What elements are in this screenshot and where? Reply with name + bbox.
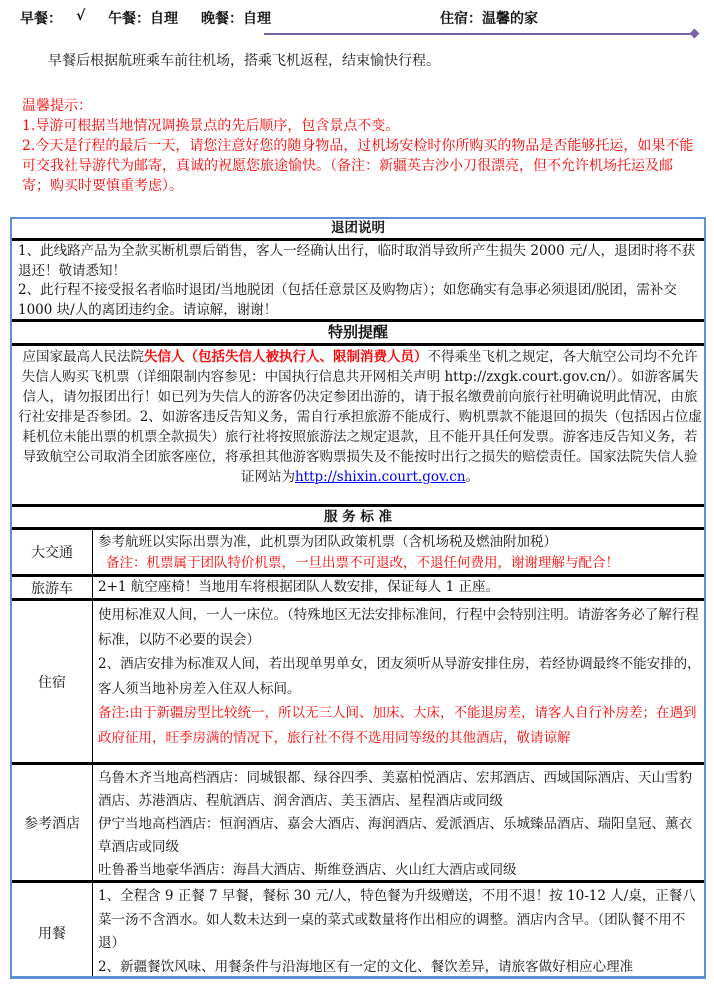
special-text: 不得乘坐飞机之规定，各大航空公司均不允许失信人购买飞机票（详细限制内容参见：中国执行信息共开网相关声明 http://zxgk.court.gov.cn/）。如游客属失信人，请勿报团出行！如已列为失信人的游客仍决定参团出游的，请于报名缴费前向旅行社明确说明此情况，由旅行社安排是否参团。2、如游客违反告知义务，需自行承担旅游不能成行、购机票款不能退回的损失（包括因占位虚耗机位未能出票的机票全款损失）旅行社将按照旅游法之规定退款，且不能开具任何发票。游客违反告知义务，若导致航空公司取消全团旅客座位，将承担其他游客购票损失及不能按时出行之损失的赔偿责任。国家法院失信人验证网站为: [18, 349, 702, 485]
row-line: 伊宁当地高档酒店：恒润酒店、嘉会大酒店、海润酒店、爱派酒店、乐城臻品酒店、瑞阳皇冠、薰衣草酒店或同级: [98, 816, 692, 855]
lunch-info: 午餐：自理: [108, 11, 178, 27]
row-line: 吐鲁番当地豪华酒店：海昌大酒店、斯维登酒店、火山红大酒店或同级: [98, 862, 517, 878]
refund-header: 退团说明: [12, 219, 704, 241]
special-end: 。: [465, 469, 480, 485]
shixin-link[interactable]: http://shixin.court.gov.cn: [294, 469, 466, 485]
row-line: 2、酒店安排为标准双人间，若出现单男单女，团友须听从导游安排住房，若经协调最终不能安排的，客人须当地补房差入住双人标间。: [98, 656, 701, 697]
row-label: 住宿: [12, 601, 93, 762]
service-row-hotel: [12, 601, 704, 765]
row-line: 乌鲁木齐当地高档酒店：同城银都、绿谷四季、美嘉柏悦酒店、宏邦酒店、西域国际酒店、天山雪豹酒店、苏港酒店、程航酒店、润舍酒店、美玉酒店、星程酒店或同级: [98, 770, 692, 809]
day-description: 早餐后根据航班乘车前往机场，搭乘飞机返程，结束愉快行程。: [48, 53, 440, 69]
row-content: [98, 767, 702, 882]
row-label: 参考酒店: [12, 765, 93, 880]
special-content: [12, 346, 704, 507]
row-content: [98, 532, 702, 574]
special-header: 特别提醒: [12, 322, 704, 346]
row-line: 使用标准双人间，一人一床位。（特殊地区无法安排标准间，行程中会特别注明。请游客务必了解行程标准，以防不必要的误会）: [98, 607, 699, 648]
special-text: 应国家最高人民法院: [22, 349, 144, 365]
row-line: 1、全程含 9 正餐 7 早餐，餐标 30 元/人，特色餐为升级赠送，不用不退！按 10-12 人/桌，正餐八菜一汤不含酒水。如人数未达到一桌的菜式或数量将作出相应的调整。酒店内含早。（团队餐不用不退）: [98, 888, 696, 951]
meal-info-bar: [20, 6, 710, 30]
row-label: 旅游车: [12, 577, 93, 598]
tips-title: 温馨提示：: [22, 98, 92, 114]
row-label: 用餐: [12, 883, 93, 979]
service-row-transport: [12, 530, 704, 577]
refund-content: [12, 241, 704, 322]
row-content: [98, 885, 702, 979]
diamond-icon: [690, 29, 700, 39]
row-content: 2+1 航空座椅！当地用车将根据团队人数安排，保证每人 1 正座。: [98, 579, 499, 595]
refund-item: 2、此行程不接受报名者临时退团/当地脱团（包括任意景区及购物店）；如您确实有急事必须退团/脱团，需补交 1000 块/人的离团违约金。请谅解，谢谢！: [18, 282, 677, 318]
row-label: 大交通: [12, 530, 93, 574]
row-note: 备注：机票属于团队特价机票，一旦出票不可退改，不退任何费用，谢谢理解与配合！: [106, 555, 619, 571]
tips-section: [22, 96, 698, 196]
row-content: [98, 603, 702, 750]
service-row-ref-hotels: [12, 765, 704, 883]
tip-item: 2.今天是行程的最后一天，请您注意好您的随身物品，过机场安检时你所购买的物品是否能够托运，如果不能可交我社导游代为邮寄，真诚的祝愿您旅途愉快。（备注：新疆英吉沙小刀很漂亮，但不允许机场托运及邮寄；购买时要慎重考虑）。: [22, 138, 694, 194]
row-line: 参考航班以实际出票为准，此机票为团队政策机票（含机场税及燃油附加税）: [98, 534, 557, 550]
divider-line: [264, 33, 694, 35]
dinner-info: 晚餐：自理: [201, 11, 271, 27]
info-table: [10, 217, 706, 979]
refund-item: 1、此线路产品为全款买断机票后销售，客人一经确认出行，临时取消导致所产生损失 2000 元/人，退团时将不获退还！敬请悉知！: [18, 243, 696, 279]
tip-item: 1.导游可根据当地情况调换景点的先后顺序，包含景点不变。: [22, 118, 400, 134]
service-row-meals: [12, 883, 704, 979]
service-row-bus: [12, 577, 704, 601]
row-note: 备注:由于新疆房型比较统一，所以无三人间、加床、大床，不能退房差，请客人自行补房差；在遇到政府征用，旺季房满的情况下，旅行社不得不选用同等级的其他酒店，敬请谅解: [98, 705, 697, 746]
hotel-info: 住宿：温馨的家: [440, 11, 538, 27]
row-line: 2、新疆餐饮风味、用餐条件与沿海地区有一定的文化、餐饮差异，请旅客做好相应心理准: [98, 958, 634, 975]
service-header: 服 务 标 准: [12, 507, 704, 530]
breakfast-check: √: [76, 8, 86, 24]
special-highlight: 失信人（包括失信人被执行人、限制消费人员）: [144, 349, 428, 365]
breakfast-label: 早餐：: [20, 11, 62, 27]
